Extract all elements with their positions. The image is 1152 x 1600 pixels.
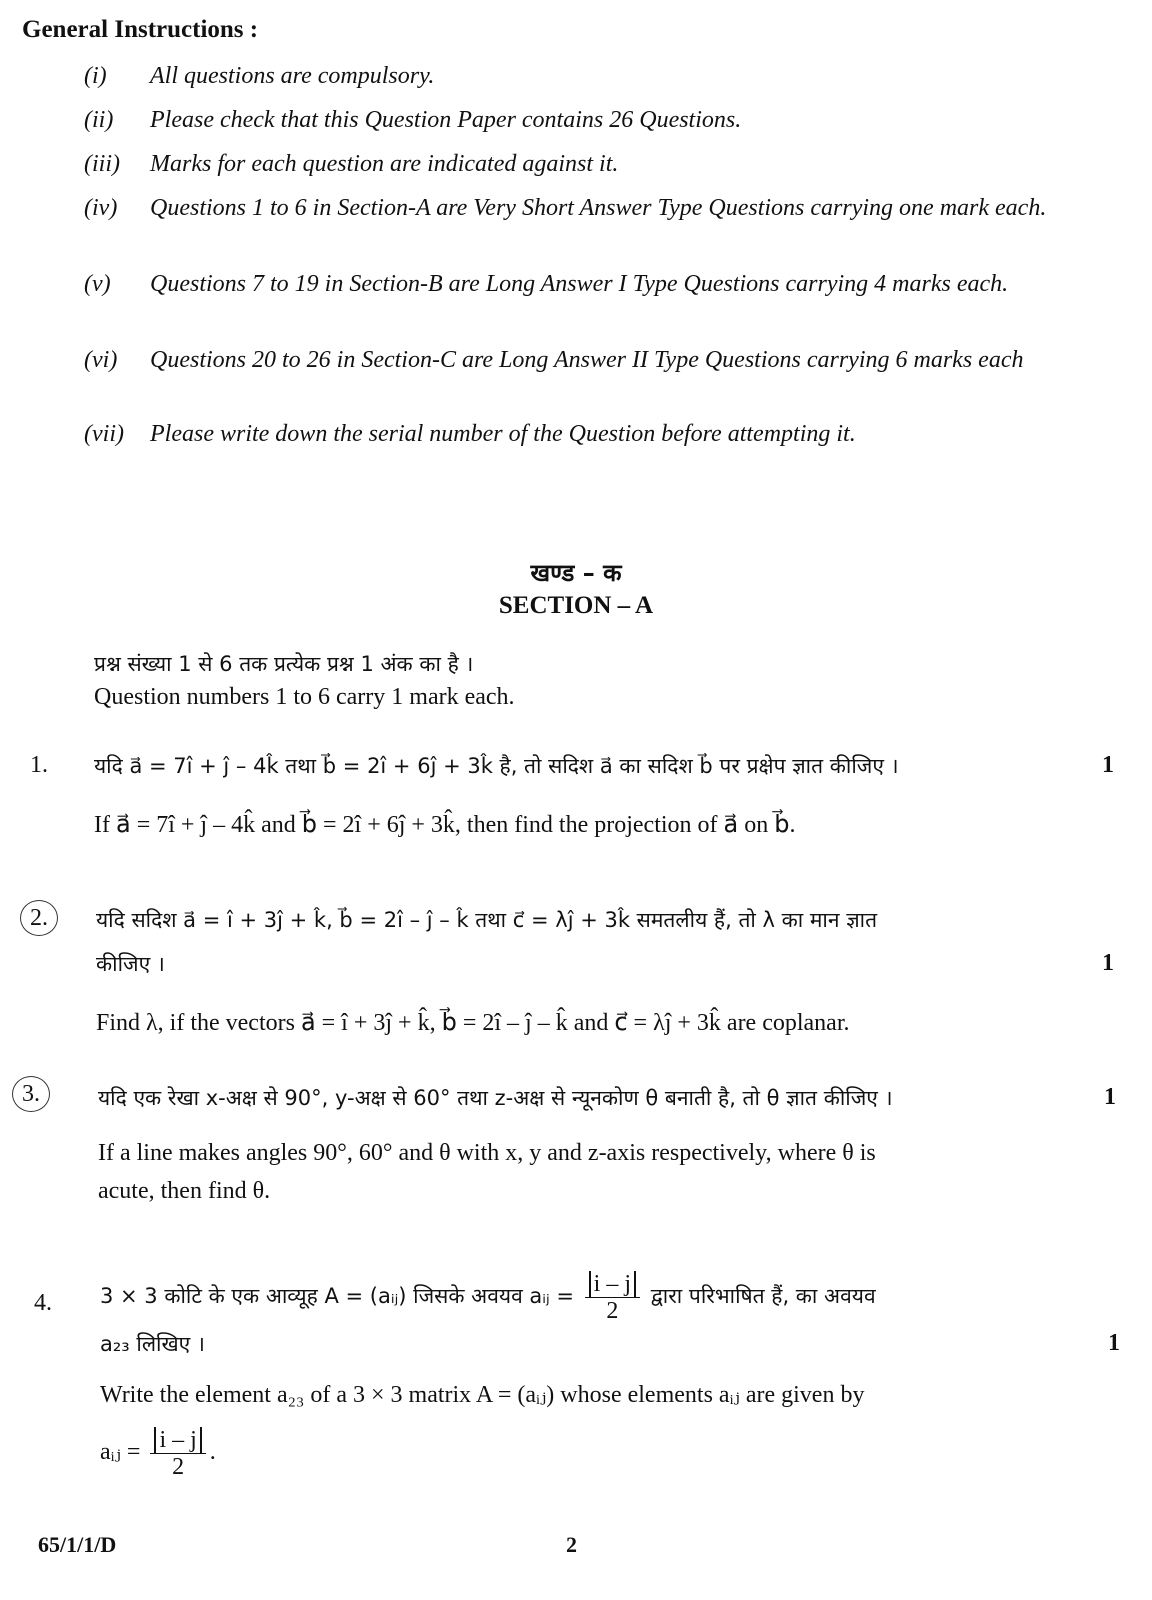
question-marks: 1 [1104, 1084, 1116, 1110]
question-marks: 1 [1102, 950, 1114, 976]
question-number-circled: 2. [20, 900, 58, 936]
question-hindi-part2: द्वारा परिभाषित हैं, का अवयव [650, 1284, 876, 1308]
section-heading: SECTION – A [498, 592, 654, 619]
question-english-continued: acute, then find θ. [98, 1178, 271, 1204]
fraction-denominator: 2 [606, 1297, 619, 1324]
instruction-number: (iv) [84, 195, 118, 221]
question-english: Find λ, if the vectors a⃗ = î + 3ĵ + k̂, b⃗ = 2î – ĵ – k̂ and c⃗ = λĵ + 3k̂ are coplanar. [96, 1010, 850, 1036]
question-english-continued: aᵢⱼ = $\frac{i - j}{2}$ . [100, 1426, 216, 1480]
fraction-numerator: i – j [589, 1271, 636, 1297]
question-number: 1. [30, 752, 48, 778]
instruction-number: (vi) [84, 347, 118, 373]
instruction-text: Marks for each question are indicated against it. [150, 151, 619, 177]
fraction-denominator: 2 [172, 1453, 185, 1480]
question-hindi: यदि a⃗ = 7î + ĵ – 4k̂ तथा b⃗ = 2î + 6ĵ + 3k̂ है, तो सदिश a⃗ का सदिश b⃗ पर प्रक्षेप ज्ञात कीजिए । [94, 754, 899, 778]
question-hindi [100, 1268, 1080, 1324]
page-number: 2 [566, 1532, 577, 1557]
paper-code: 65/1/1/D [38, 1532, 117, 1557]
instruction-number: (v) [84, 271, 111, 297]
instruction-text: Please check that this Question Paper contains 26 Questions. [150, 107, 742, 133]
question-number: 4. [34, 1290, 52, 1316]
question-hindi-continued: कीजिए । [96, 952, 165, 976]
question-marks: 1 [1108, 1330, 1120, 1356]
instruction-number: (ii) [84, 107, 114, 133]
question-number-circled: 3. [12, 1076, 50, 1112]
question-hindi: यदि एक रेखा x-अक्ष से 90°, y-अक्ष से 60° तथा z-अक्ष से न्यूनकोण θ बनाती है, तो θ ज्ञात कीजिए । [98, 1086, 893, 1110]
instruction-text: Questions 1 to 6 in Section-A are Very Short Answer Type Questions carrying one mark each. [150, 195, 1047, 221]
question-english: Write the element a₂₃ of a 3 × 3 matrix A = (aᵢⱼ) whose elements aᵢⱼ are given by [100, 1382, 865, 1408]
question-hindi-continued: a₂₃ लिखिए । [100, 1332, 205, 1356]
instructions-title: General Instructions : [22, 16, 259, 43]
instruction-text: Questions 20 to 26 in Section-C are Long Answer II Type Questions carrying 6 marks each [150, 347, 1024, 373]
section-hindi-heading: खण्ड – क [530, 559, 622, 587]
fraction [585, 1271, 640, 1324]
instruction-number: (iii) [84, 151, 120, 177]
fraction [150, 1427, 205, 1480]
instruction-number: (i) [84, 63, 107, 89]
section-hindi-note: प्रश्न संख्या 1 से 6 तक प्रत्येक प्रश्न 1 अंक का है । [94, 652, 474, 676]
question-hindi: यदि सदिश a⃗ = î + 3ĵ + k̂, b⃗ = 2î – ĵ – k̂ तथा c⃗ = λĵ + 3k̂ समतलीय हैं, तो λ का मान ज्ञात [96, 908, 878, 932]
fraction-numerator: i – j [154, 1427, 201, 1453]
question-marks: 1 [1102, 752, 1114, 778]
question-english: If a line makes angles 90°, 60° and θ with x, y and z-axis respectively, where θ is [98, 1140, 876, 1166]
question-english: If a⃗ = 7î + ĵ – 4k̂ and b⃗ = 2î + 6ĵ + 3k̂, then find the projection of a⃗ on b⃗. [94, 812, 796, 838]
instruction-text: Please write down the serial number of the Question before attempting it. [150, 421, 856, 447]
instruction-text: All questions are compulsory. [150, 63, 435, 89]
question-english-part: aᵢⱼ = [100, 1439, 141, 1465]
instruction-text: Questions 7 to 19 in Section-B are Long Answer I Type Questions carrying 4 marks each. [150, 271, 1009, 297]
section-note: Question numbers 1 to 6 carry 1 mark each. [94, 684, 515, 710]
instruction-number: (vii) [84, 421, 124, 447]
question-hindi-part1: 3 × 3 कोटि के एक आव्यूह A = (aᵢⱼ) जिसके अवयव aᵢⱼ = [100, 1284, 574, 1308]
